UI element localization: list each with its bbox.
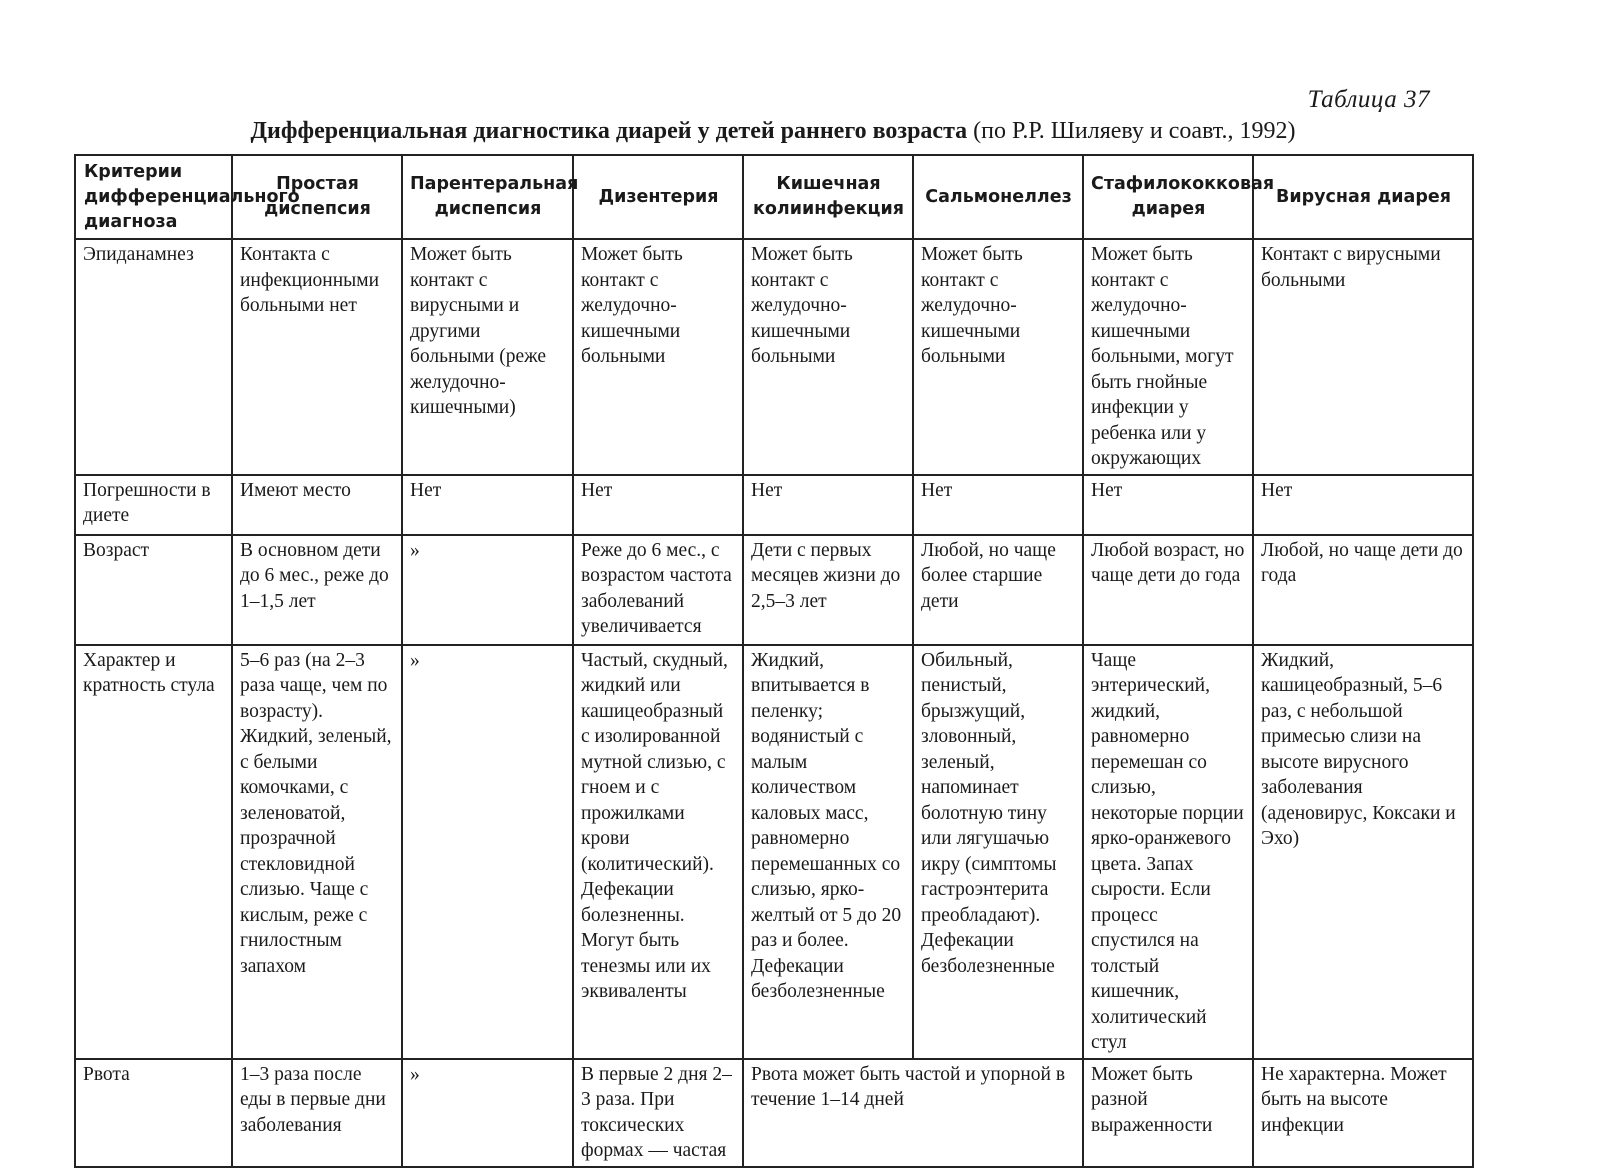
header-criteria: Критерии дифференциального диагноза bbox=[75, 155, 232, 239]
ditto-mark: » bbox=[402, 535, 573, 645]
table-cell: Может быть контакт с желудочно-кишечными больными bbox=[913, 239, 1083, 475]
table-cell: 1–3 раза после еды в первые дни заболевания bbox=[232, 1059, 402, 1167]
table-cell: Чаще энтерический, жидкий, равномерно перемешан со слизью, некоторые порции ярко-оранжевого цвета. Запах сырости. Если процесс спустился на толстый кишечник, холитический стул bbox=[1083, 645, 1253, 1059]
row-label: Рвота bbox=[75, 1059, 232, 1167]
caption-title: Дифференциальная диагностика диарей у детей раннего возраста bbox=[250, 118, 968, 144]
merged-cell: Рвота может быть частой и упорной в течение 1–14 дней bbox=[743, 1059, 1083, 1167]
table-cell: Может быть разной выраженности bbox=[1083, 1059, 1253, 1167]
header-dysentery: Дизентерия bbox=[573, 155, 743, 239]
table-row-age bbox=[75, 535, 1473, 645]
header-viral-diarrhea: Вирусная диарея bbox=[1253, 155, 1473, 239]
table-cell: Реже до 6 мес., с возрастом частота заболеваний увеличивается bbox=[573, 535, 743, 645]
table-cell: В основном дети до 6 мес., реже до 1–1,5 лет bbox=[232, 535, 402, 645]
table-cell: Нет bbox=[913, 475, 1083, 535]
table-cell: В первые 2 дня 2–3 раза. При токсических формах — частая bbox=[573, 1059, 743, 1167]
table-cell: Может быть контакт с желудочно-кишечными больными bbox=[573, 239, 743, 475]
table-cell: Имеют место bbox=[232, 475, 402, 535]
table-cell: Дети с первых месяцев жизни до 2,5–3 лет bbox=[743, 535, 913, 645]
table-cell: Любой возраст, но чаще дети до года bbox=[1083, 535, 1253, 645]
table-cell: 5–6 раз (на 2–3 раза чаще, чем по возрасту). Жидкий, зеленый, с белыми комочками, с зеленоватой, прозрачной стекловидной слизью. Чаще с кислым, реже с гнилостным запахом bbox=[232, 645, 402, 1059]
table-cell: Нет bbox=[573, 475, 743, 535]
row-label: Эпиданамнез bbox=[75, 239, 232, 475]
header-coli-infection: Кишечная колиинфекция bbox=[743, 155, 913, 239]
row-label: Погрешности в диете bbox=[75, 475, 232, 535]
table-row-stool bbox=[75, 645, 1473, 1059]
table-row-vomiting bbox=[75, 1059, 1473, 1167]
table-cell: Может быть контакт с вирусными и другими больными (реже желудочно-кишечными) bbox=[402, 239, 573, 475]
ditto-mark: » bbox=[402, 645, 573, 1059]
row-label: Характер и кратность стула bbox=[75, 645, 232, 1059]
table-cell: Нет bbox=[402, 475, 573, 535]
header-simple-dyspepsia: Простая диспепсия bbox=[232, 155, 402, 239]
table-row-epidemiology bbox=[75, 239, 1473, 475]
table-cell: Контакт с вирусными больными bbox=[1253, 239, 1473, 475]
header-staphylococcal-diarrhea: Стафилококковая диарея bbox=[1083, 155, 1253, 239]
table-cell: Может быть контакт с желудочно-кишечными больными bbox=[743, 239, 913, 475]
table-cell: Жидкий, кашицеобразный, 5–6 раз, с небольшой примесью слизи на высоте вирусного заболевания (аденовирус, Коксаки и Эхо) bbox=[1253, 645, 1473, 1059]
table-number: Таблица 37 bbox=[1307, 86, 1430, 113]
header-parenteral-dyspepsia: Парентеральная диспепсия bbox=[402, 155, 573, 239]
table-cell: Любой, но чаще дети до года bbox=[1253, 535, 1473, 645]
row-label: Возраст bbox=[75, 535, 232, 645]
table-cell: Обильный, пенистый, брызжущий, зловонный, зеленый, напоминает болотную тину или лягушачью икру (симптомы гастроэнтерита преобладают). Дефекации безболезненные bbox=[913, 645, 1083, 1059]
table-cell: Может быть контакт с желудочно-кишечными больными, могут быть гнойные инфекции у ребенка или у окружающих bbox=[1083, 239, 1253, 475]
header-row bbox=[75, 155, 1473, 239]
table-cell: Любой, но чаще более старшие дети bbox=[913, 535, 1083, 645]
table-cell: Частый, скудный, жидкий или кашицеобразный с изолированной мутной слизью, с гноем и с прожилками крови (колитический). Дефекации болезненны. Могут быть тенезмы или их эквиваленты bbox=[573, 645, 743, 1059]
table-row-diet bbox=[75, 475, 1473, 535]
caption-source: (по Р.Р. Шиляеву и соавт., 1992) bbox=[967, 118, 1296, 144]
header-salmonellosis: Сальмонеллез bbox=[913, 155, 1083, 239]
table-cell: Жидкий, впитывается в пеленку; водянистый с малым количеством каловых масс, равномерно перемешанных со слизью, ярко-желтый от 5 до 20 раз и более. Дефекации безболезненные bbox=[743, 645, 913, 1059]
table-cell: Нет bbox=[1253, 475, 1473, 535]
table-caption bbox=[74, 118, 1472, 145]
table-cell: Нет bbox=[1083, 475, 1253, 535]
ditto-mark: » bbox=[402, 1059, 573, 1167]
diagnosis-table bbox=[74, 154, 1474, 1168]
table-cell: Нет bbox=[743, 475, 913, 535]
table-cell: Не характерна. Может быть на высоте инфекции bbox=[1253, 1059, 1473, 1167]
table-cell: Контакта с инфекционными больными нет bbox=[232, 239, 402, 475]
